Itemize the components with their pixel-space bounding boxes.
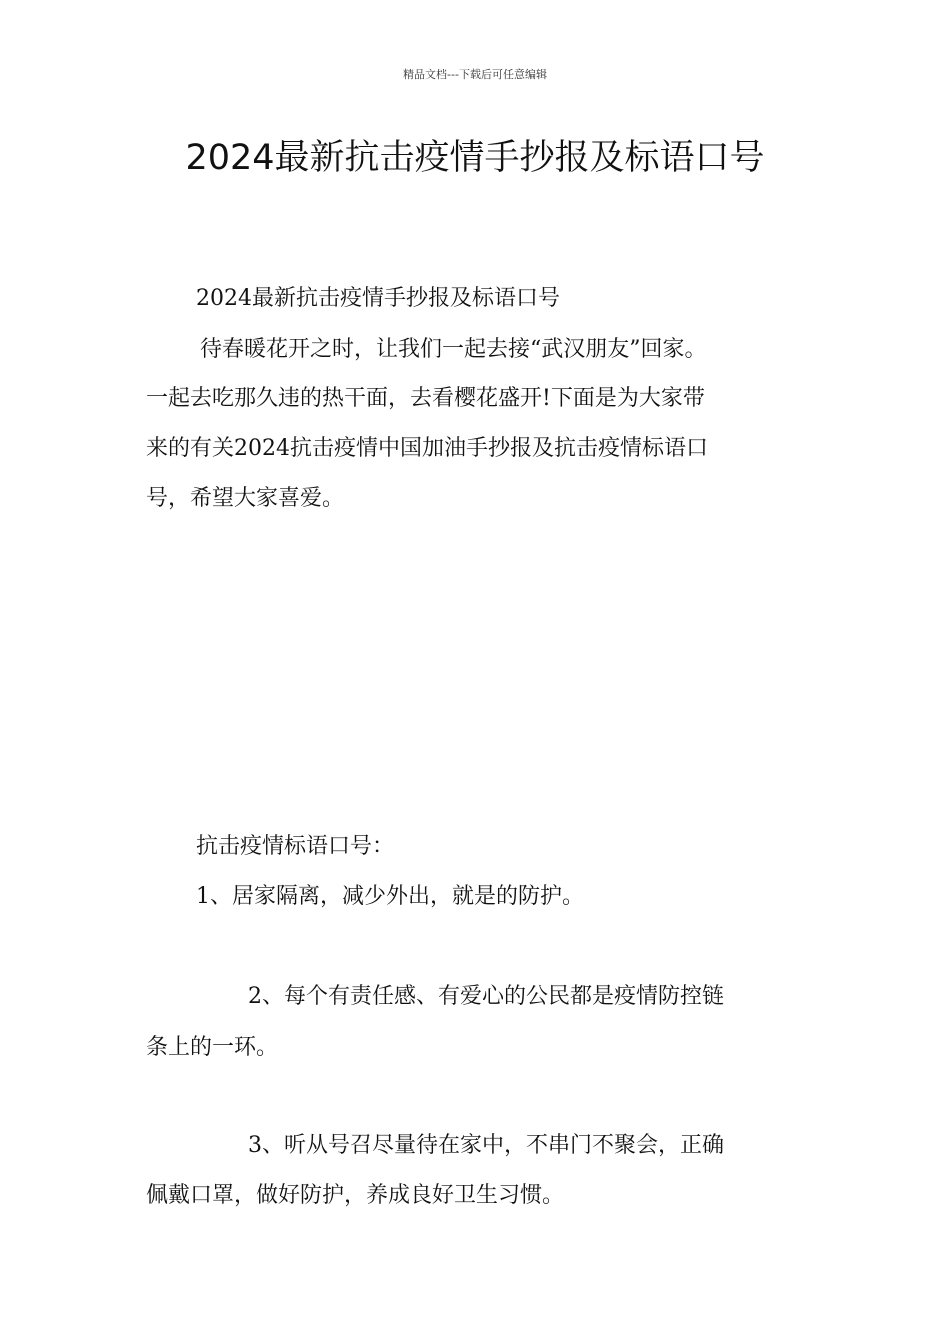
slogan-2-line-2: 条上的一环。: [146, 1035, 279, 1060]
page-header-note: 精品文档---下载后可任意编辑: [403, 68, 547, 81]
intro-line-1: 待春暖花开之时，让我们一起去接“武汉朋友”回家。: [200, 337, 707, 362]
intro-line-4: 号，希望大家喜爱。: [146, 486, 345, 511]
intro-line-3: 来的有关2024抗击疫情中国加油手抄报及抗击疫情标语口: [146, 436, 708, 461]
slogan-3-line-1: 3、听从号召尽量待在家中，不串门不聚会，正确: [248, 1133, 724, 1158]
slogan-1: 1、居家隔离，减少外出，就是的防护。: [196, 884, 584, 909]
document-title: 2024最新抗击疫情手抄报及标语口号: [185, 138, 765, 178]
slogans-heading: 抗击疫情标语口号：: [196, 834, 395, 859]
intro-line-2: 一起去吃那久违的热干面，去看樱花盛开!下面是为大家带: [146, 386, 705, 411]
slogan-3-line-2: 佩戴口罩，做好防护，养成良好卫生习惯。: [146, 1183, 565, 1208]
document-subtitle: 2024最新抗击疫情手抄报及标语口号: [196, 286, 560, 311]
slogan-2-line-1: 2、每个有责任感、有爱心的公民都是疫情防控链: [248, 984, 724, 1009]
